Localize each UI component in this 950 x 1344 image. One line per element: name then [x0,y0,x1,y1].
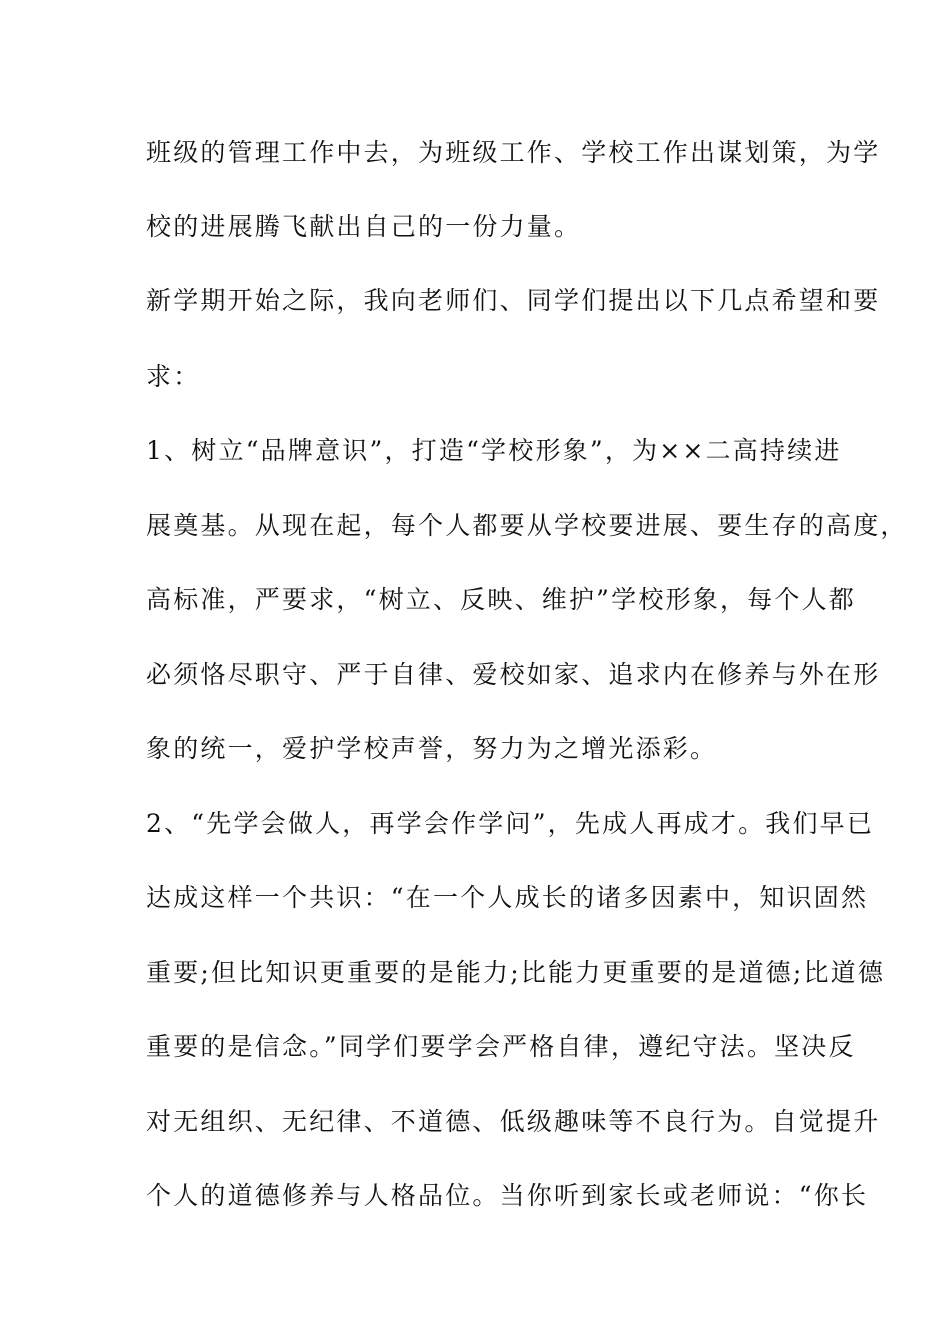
text-line: 1、树立“品牌意识”，打造“学校形象”，为××二高持续进 [146,436,842,465]
text-line: 求： [146,362,201,391]
text-line: 达成这样一个共识：“在一个人成长的诸多因素中，知识固然 [146,883,869,912]
text-line: 象的统一，爱护学校声誉，努力为之增光添彩。 [146,734,718,763]
text-line: 必须恪尽职守、严于自律、爱校如家、追求内在修养与外在形 [146,660,881,689]
text-line: 展奠基。从现在起，每个人都要从学校要进展、要生存的高度， [146,511,908,540]
text-line: 新学期开始之际，我向老师们、同学们提出以下几点希望和要 [146,286,881,315]
text-line: 2、“先学会做人，再学会作学问”，先成人再成才。我们早已 [146,809,875,838]
text-line: 个人的道德修养与人格品位。当你听到家长或老师说：“你长 [146,1181,869,1210]
text-line: 重要;但比知识更重要的是能力;比能力更重要的是道德;比道德 [146,958,886,987]
text-line: 校的进展腾飞献出自己的一份力量。 [146,212,582,241]
text-line: 对无组织、无纪律、不道德、低级趣味等不良行为。自觉提升 [146,1107,881,1136]
text-line: 高标准，严要求，“树立、反映、维护”学校形象，每个人都 [146,585,856,614]
text-line: 班级的管理工作中去，为班级工作、学校工作出谋划策，为学 [146,138,881,167]
text-line: 重要的是信念。”同学们要学会严格自律，遵纪守法。坚决反 [146,1032,856,1061]
